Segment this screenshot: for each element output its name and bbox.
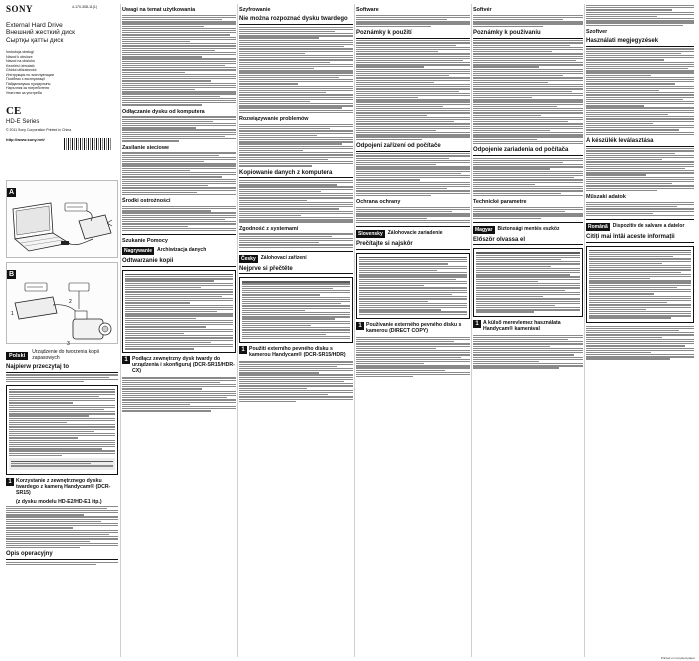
- body-text: [239, 233, 353, 247]
- ce-mark: CE: [6, 105, 22, 118]
- language-subtitle: Zálohovacie zariadenie: [387, 230, 443, 237]
- section-heading: Ochrana ochrany: [356, 198, 401, 205]
- language-item: Kezelési útmutató: [6, 63, 35, 68]
- body-text: [122, 116, 236, 141]
- polish-column: [122, 4, 236, 657]
- language-item: Посібник з експлуатації: [6, 77, 46, 82]
- section-heading: Citiți mai întâi aceste informații: [586, 234, 694, 243]
- language-subtitle: Urządzenie do tworzenia kopii zapasowych: [32, 349, 99, 361]
- section-heading: Kopiowanie danych z komputera: [239, 170, 353, 179]
- warning-box: [239, 277, 353, 343]
- romanian-column: [586, 4, 694, 657]
- body-text: [473, 40, 583, 144]
- barcode: [64, 138, 112, 150]
- column-divider: [237, 4, 238, 657]
- section-heading: Nie można rozpoznać dysku twardego: [239, 16, 353, 25]
- section-heading: Środki ostrożności: [122, 198, 171, 205]
- body-text: [356, 15, 470, 27]
- language-subtitle: Zálohovací zařízení: [260, 254, 307, 261]
- step-heading: 1 Použití externího pevného disku s kamerou Handycam® (DCR-SR15/HDR): [239, 346, 353, 358]
- language-tag: Magyar: [475, 226, 493, 233]
- website-url: http://www.sony.net/: [6, 137, 45, 143]
- figure-a: [6, 180, 118, 258]
- body-text: [473, 335, 583, 369]
- section-heading: Softvér: [473, 7, 492, 13]
- language-tag: Polski: [6, 352, 28, 360]
- czech-column: [239, 4, 353, 657]
- language-band: [122, 247, 236, 255]
- section-heading: Odpojenie zariadenia od počítača: [473, 147, 583, 156]
- body-text: [122, 377, 236, 411]
- body-text: [239, 180, 353, 223]
- product-title: [6, 22, 118, 44]
- body-text: [239, 27, 353, 114]
- language-item: Návod na obsluhu: [6, 59, 35, 64]
- section-heading: A készülék leválasztása: [586, 138, 694, 147]
- body-text: [356, 207, 470, 224]
- footer-note: Printed on recycled paper: [660, 656, 695, 660]
- language-subtitle: Biztonsági mentés eszköz: [497, 225, 560, 232]
- section-heading: Odtwarzanie kopii: [122, 258, 236, 267]
- language-band: [356, 230, 470, 238]
- body-text: [6, 562, 118, 565]
- title-line: External Hard Drive: [6, 22, 63, 29]
- step-heading: 1 A külső merevlemez használata Handycam® kamerával: [473, 320, 583, 332]
- section-heading: Odpojení zařízení od počítače: [356, 143, 470, 152]
- language-item: Instrukcja obsługi: [6, 50, 34, 55]
- figure-letter: A: [8, 189, 15, 196]
- language-item: Упатство за употреба: [6, 90, 42, 95]
- warning-box: [473, 248, 583, 316]
- section-heading: Software: [356, 7, 379, 13]
- camcorder-connection-illustration: [7, 281, 117, 351]
- section-heading: Odłączanie dysku od komputera: [122, 108, 205, 115]
- section-heading: Prečítajte si najskôr: [356, 241, 470, 250]
- language-item: Наръчник за потребителя: [6, 86, 49, 91]
- language-item: Инструкция по эксплуатации: [6, 72, 54, 77]
- body-text: [586, 202, 694, 216]
- language-tag: Česky: [241, 255, 256, 262]
- section-heading: Technické parametre: [473, 198, 527, 205]
- language-tag: Română: [588, 223, 608, 230]
- body-text: [586, 5, 694, 26]
- warning-box: [586, 246, 694, 323]
- language-tag: Slovensky: [358, 231, 383, 238]
- step-heading: 1 Podłącz zewnętrzny dysk twardy do urządzenia i skonfiguruj (DCR-SR15/HDR-CX): [122, 356, 236, 374]
- cover-column: [6, 4, 118, 657]
- body-text: [473, 15, 583, 27]
- laptop-connection-illustration: [7, 199, 117, 265]
- hungarian-column: [473, 4, 583, 657]
- brand-logo: SONY: [6, 4, 34, 14]
- language-subtitle: Dispozitiv de salvare a datelor: [612, 223, 685, 230]
- model-series: HD-E Series: [6, 119, 40, 126]
- body-text: [586, 48, 694, 135]
- body-text: [239, 361, 353, 402]
- language-subtitle: Archiwizacja danych: [157, 247, 207, 254]
- section-heading: Használati megjegyzések: [586, 38, 694, 47]
- body-text: [122, 206, 236, 231]
- section-heading: Szukanie Pomocy: [122, 237, 168, 244]
- slovak-column: [356, 4, 470, 657]
- section-heading: Először olvassa el: [473, 237, 583, 246]
- step-heading: 1 Používanie externého pevného disku s kamerou (DIRECT COPY): [356, 322, 470, 334]
- section-heading: Rozwiązywanie problemów: [239, 116, 309, 123]
- warning-box: [6, 385, 118, 474]
- language-tag: Nagrywanie: [124, 248, 153, 255]
- step-heading: 1 Korzystanie z zewnętrznego dysku twardego z kamerą Handycam® (DCR-SR15): [6, 478, 118, 496]
- warning-box: [356, 253, 470, 319]
- body-text: [356, 153, 470, 196]
- language-band: [6, 350, 118, 361]
- body-text: [6, 374, 118, 382]
- svg-text:1: 1: [11, 311, 14, 317]
- body-text: [473, 207, 583, 219]
- language-item: Ghidul utilizatorului: [6, 68, 37, 73]
- section-heading: Najpierw przeczytaj to: [6, 364, 118, 373]
- section-heading: Poznámky k používaniu: [473, 30, 583, 39]
- body-text: [6, 506, 118, 549]
- title-line: Внешний жесткий диск: [6, 29, 76, 37]
- body-text: [586, 326, 694, 360]
- body-text: [473, 158, 583, 196]
- svg-text:3: 3: [67, 341, 70, 347]
- language-item: Пайдаланушы нұсқаулығы: [6, 81, 51, 86]
- language-band: [239, 255, 353, 263]
- section-heading: Poznámky k použití: [356, 30, 470, 39]
- svg-text:2: 2: [69, 299, 72, 305]
- section-heading: Uwagi na temat użytkowania: [122, 7, 196, 13]
- section-heading: Zasilanie sieciowe: [122, 144, 170, 151]
- section-heading: Nejprve si přečtěte: [239, 266, 353, 275]
- figure-b: [6, 262, 118, 347]
- section-heading: Szyfrowanie: [239, 7, 271, 13]
- language-band: [473, 226, 583, 234]
- body-text: [586, 148, 694, 191]
- body-text: [239, 124, 353, 167]
- part-number: 4-170-308-11(1): [72, 5, 98, 9]
- body-text: [122, 15, 236, 106]
- column-divider: [354, 4, 355, 657]
- language-band: [586, 223, 694, 231]
- copyright: © 2011 Sony Corporation Printed in China: [6, 128, 72, 133]
- column-divider: [120, 4, 121, 657]
- title-line: Сыртқы қатты диск: [6, 36, 64, 44]
- language-list: [6, 50, 118, 95]
- step-subheading: (z dysku modelu HD-E2/HD-E1 itp.): [16, 498, 102, 505]
- figure-letter: B: [8, 271, 15, 278]
- column-divider: [471, 4, 472, 657]
- section-heading: Zgodność z systemami: [239, 225, 299, 232]
- section-heading: Műszaki adatok: [586, 194, 626, 201]
- body-text: [122, 152, 236, 195]
- column-divider: [584, 4, 585, 657]
- polski-section: [6, 350, 118, 566]
- body-text: [356, 40, 470, 140]
- language-item: Návod k obsluze: [6, 54, 33, 59]
- section-heading: Szoftver: [586, 28, 608, 35]
- body-text: [356, 337, 470, 378]
- section-heading: Opis operacyjny: [6, 551, 118, 560]
- warning-box: [122, 270, 236, 354]
